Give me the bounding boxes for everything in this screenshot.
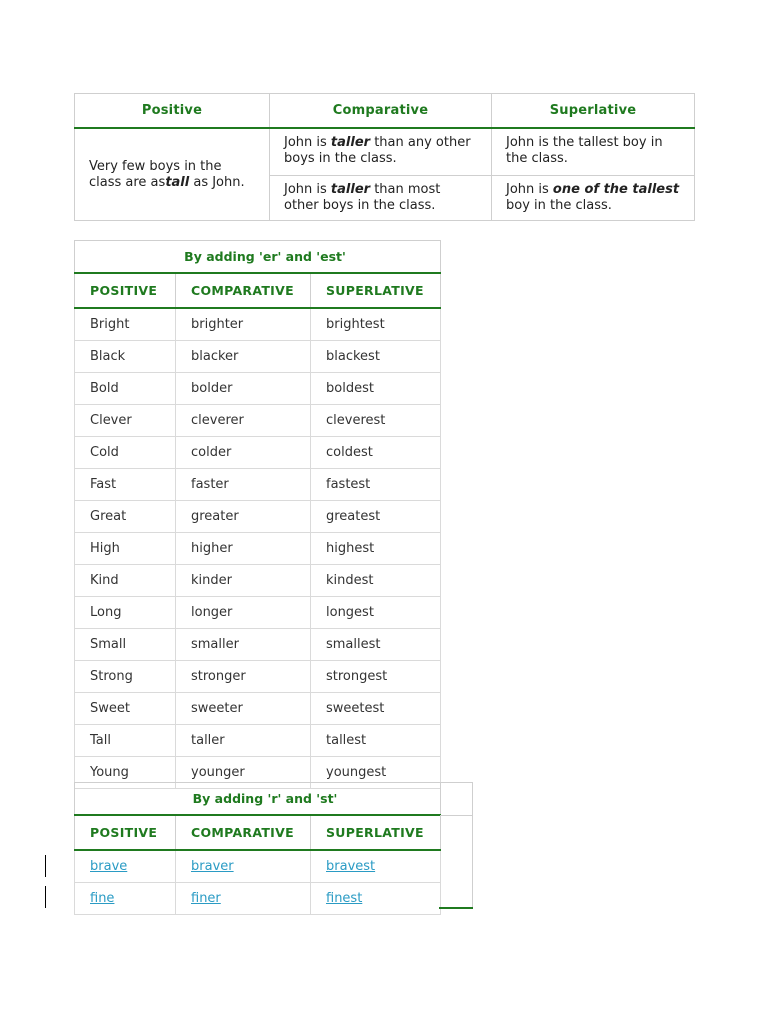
positive-cell: Black [75,341,176,373]
comparison-header-row [75,94,695,129]
table-row [75,308,441,341]
superlative-cell: youngest [311,757,441,789]
superlative-cell: cleverest [311,405,441,437]
r-header-superlative: SUPERLATIVE [311,815,441,850]
text-cursor [45,855,46,877]
table-row [75,405,441,437]
er-header-comparative: COMPARATIVE [176,273,311,308]
comparative-cell: colder [176,437,311,469]
comparative-cell: greater [176,501,311,533]
positive-cell: Sweet [75,693,176,725]
superlative-cell: strongest [311,661,441,693]
superlative-cell: greatest [311,501,441,533]
comparative-cell: cleverer [176,405,311,437]
positive-cell: Strong [75,661,176,693]
comparison-table [74,93,695,221]
superlative-cell: boldest [311,373,441,405]
superlative-cell: sweetest [311,693,441,725]
positive-link[interactable]: fine [90,891,115,906]
table-row [75,469,441,501]
positive-cell: Great [75,501,176,533]
comparative-cell: sweeter [176,693,311,725]
superlative-cell: highest [311,533,441,565]
comparison-row-1 [75,128,695,176]
comparative-example-1: John is taller than any other boys in the class. [270,128,492,176]
table-row [75,629,441,661]
superlative-cell: longest [311,597,441,629]
superlative-cell: smallest [311,629,441,661]
positive-cell: Young [75,757,176,789]
positive-cell: Cold [75,437,176,469]
superlative-cell: blackest [311,341,441,373]
comparative-cell: smaller [176,629,311,661]
superlative-example-1: John is the tallest boy in the class. [492,128,695,176]
table-row [75,437,441,469]
positive-link[interactable]: brave [90,859,128,874]
table-side-border [440,782,473,907]
r-header-comparative: COMPARATIVE [176,815,311,850]
header-comparative: Comparative [270,94,492,129]
table-row [75,373,441,405]
superlative-example-2: John is one of the tallest boy in the class. [492,176,695,221]
positive-cell: Small [75,629,176,661]
positive-cell: High [75,533,176,565]
er-est-caption: By adding 'er' and 'est' [75,241,441,274]
comparative-cell: stronger [176,661,311,693]
comparative-example-2: John is taller than most other boys in the class. [270,176,492,221]
table-row [75,693,441,725]
r-st-body [75,850,441,915]
table-row [75,850,441,883]
comparative-cell: taller [176,725,311,757]
comparative-cell: longer [176,597,311,629]
comparative-cell: brighter [176,308,311,341]
er-header-positive: POSITIVE [75,273,176,308]
header-superlative: Superlative [492,94,695,129]
positive-cell: Kind [75,565,176,597]
comparative-cell: blacker [176,341,311,373]
superlative-cell: brightest [311,308,441,341]
er-est-table [74,240,441,789]
table-row [75,725,441,757]
table-row [75,883,441,915]
superlative-link[interactable]: finest [326,891,363,906]
er-header-superlative: SUPERLATIVE [311,273,441,308]
positive-cell: Bold [75,373,176,405]
table-row [75,565,441,597]
comparative-link[interactable]: braver [191,859,234,874]
positive-cell: Fast [75,469,176,501]
table-row [75,597,441,629]
superlative-cell: kindest [311,565,441,597]
comparative-cell: higher [176,533,311,565]
r-st-caption: By adding 'r' and 'st' [75,783,441,816]
er-est-body [75,308,441,789]
text-cursor [45,886,46,908]
comparative-cell: bolder [176,373,311,405]
r-st-header-row [75,815,441,850]
r-st-table [74,782,441,915]
positive-example: Very few boys in the class are astall as John. [75,128,270,221]
table-row [75,501,441,533]
comparative-cell: kinder [176,565,311,597]
positive-cell: Tall [75,725,176,757]
comparative-link[interactable]: finer [191,891,221,906]
superlative-cell: fastest [311,469,441,501]
superlative-link[interactable]: bravest [326,859,376,874]
comparative-cell: younger [176,757,311,789]
table-row [75,661,441,693]
superlative-cell: tallest [311,725,441,757]
header-positive: Positive [75,94,270,129]
r-header-positive: POSITIVE [75,815,176,850]
table-row [75,341,441,373]
comparative-cell: faster [176,469,311,501]
table-row [75,533,441,565]
er-est-header-row [75,273,441,308]
superlative-cell: coldest [311,437,441,469]
positive-cell: Long [75,597,176,629]
positive-cell: Clever [75,405,176,437]
positive-cell: Bright [75,308,176,341]
